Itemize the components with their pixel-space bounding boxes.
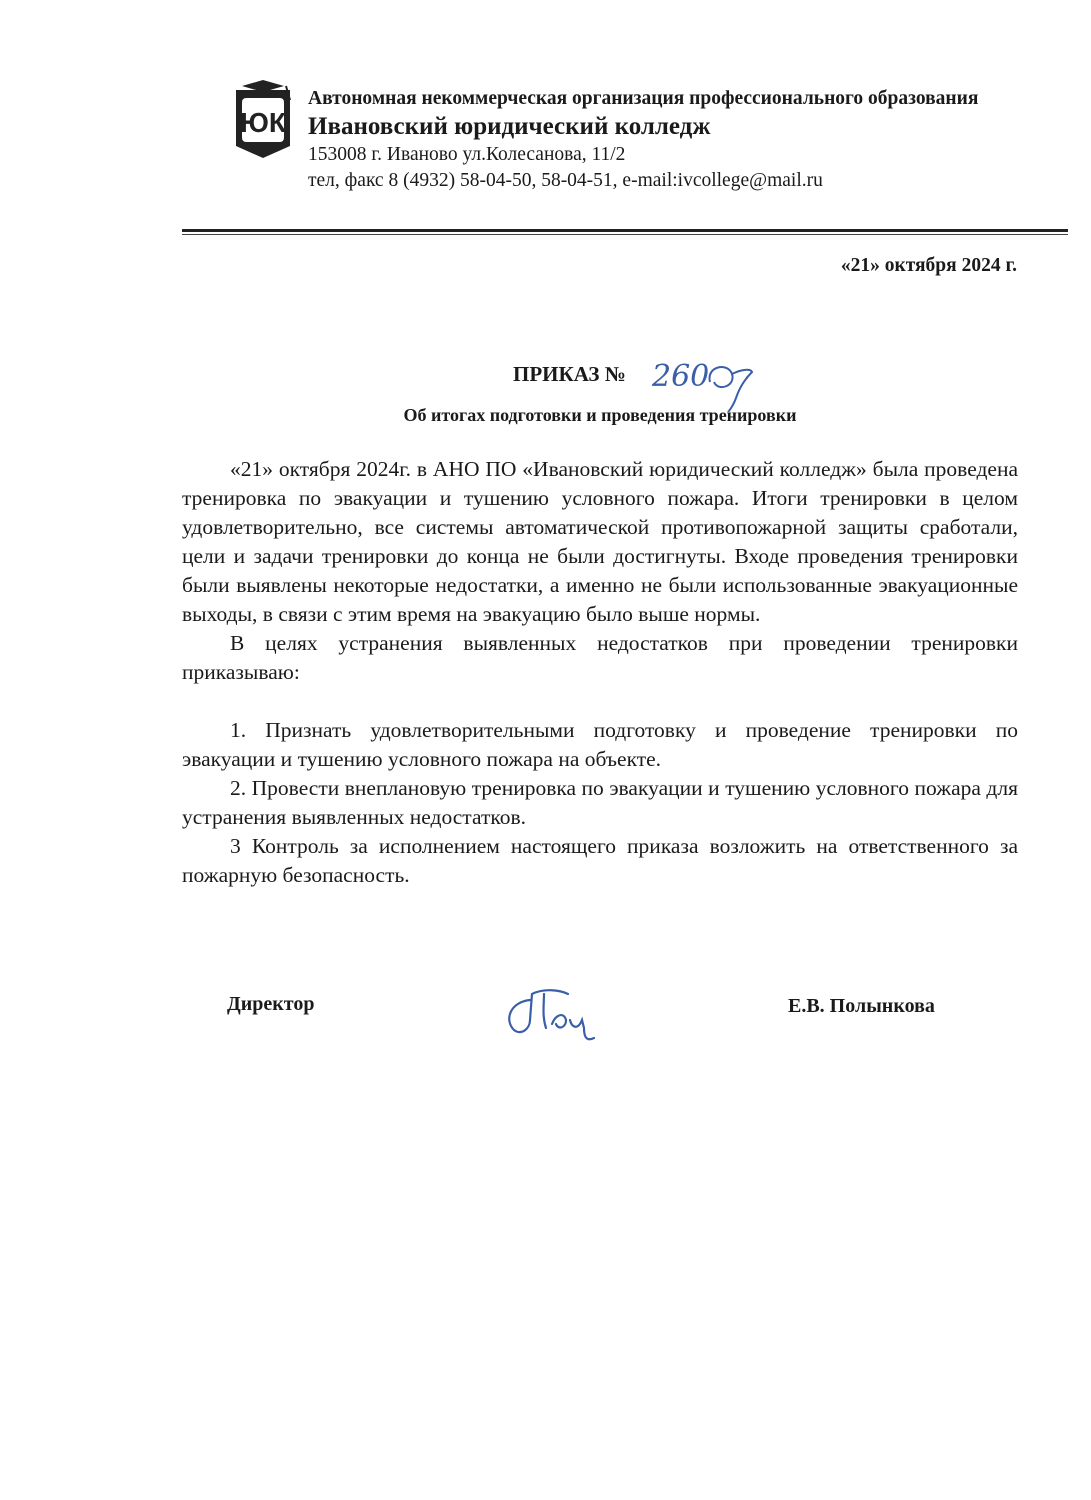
org-contacts: тел, факс 8 (4932) 58-04-50, 58-04-51, e-mail:ivcollege@mail.ru <box>308 170 823 191</box>
svg-text:260: 260 <box>652 359 710 394</box>
order-item-3: 3 Контроль за исполнением настоящего приказа возложить на ответственного за пожарную безопасность. <box>182 834 1018 887</box>
letterhead <box>308 86 978 194</box>
order-title: ПРИКАЗ № <box>513 362 626 386</box>
order-body <box>182 455 1018 890</box>
signatory-position: Директор <box>227 993 315 1015</box>
header-divider-thin <box>182 234 1068 235</box>
logo-letters: ЮК <box>240 107 286 138</box>
org-type: Автономная некоммерческая организация профессионального образования <box>308 88 979 109</box>
document-date: «21» октября 2024 г. <box>840 255 1017 276</box>
order-subject: Об итогах подготовки и проведения тренировки <box>403 405 797 425</box>
order-item-2: 2. Провести внеплановую тренировка по эвакуации и тушению условного пожара для устранения выявленных недостатков. <box>182 776 1018 829</box>
handwritten-signature <box>500 980 610 1052</box>
org-name: Ивановский юридический колледж <box>308 113 711 140</box>
order-item-1: 1. Признать удовлетворительными подготовку и проведение тренировки по эвакуации и тушению условного пожара на объекте. <box>182 718 1018 771</box>
signatory-name: Е.В. Полынкова <box>788 995 935 1017</box>
body-paragraph-2: В целях устранения выявленных недостатков при проведении тренировки приказываю: <box>182 631 1018 684</box>
org-address: 153008 г. Иваново ул.Колесанова, 11/2 <box>308 144 626 165</box>
college-logo <box>232 80 294 160</box>
header-divider <box>182 229 1068 232</box>
handwritten-order-number <box>648 352 758 412</box>
body-paragraph-1: «21» октября 2024г. в АНО ПО «Ивановский юридический колледж» была проведена тренировка по эвакуации и тушению условного пожара. Итоги тренировки в целом удовлетворительно, все системы автоматической противопожарной защиты сработали, цели и задачи тренировки до конца не были достигнуты. Входе проведения тренировки были выявлены некоторые недостатки, а именно не были использованные эвакуационные выходы, в связи с этим время на эвакуацию было выше нормы. <box>182 457 1018 626</box>
